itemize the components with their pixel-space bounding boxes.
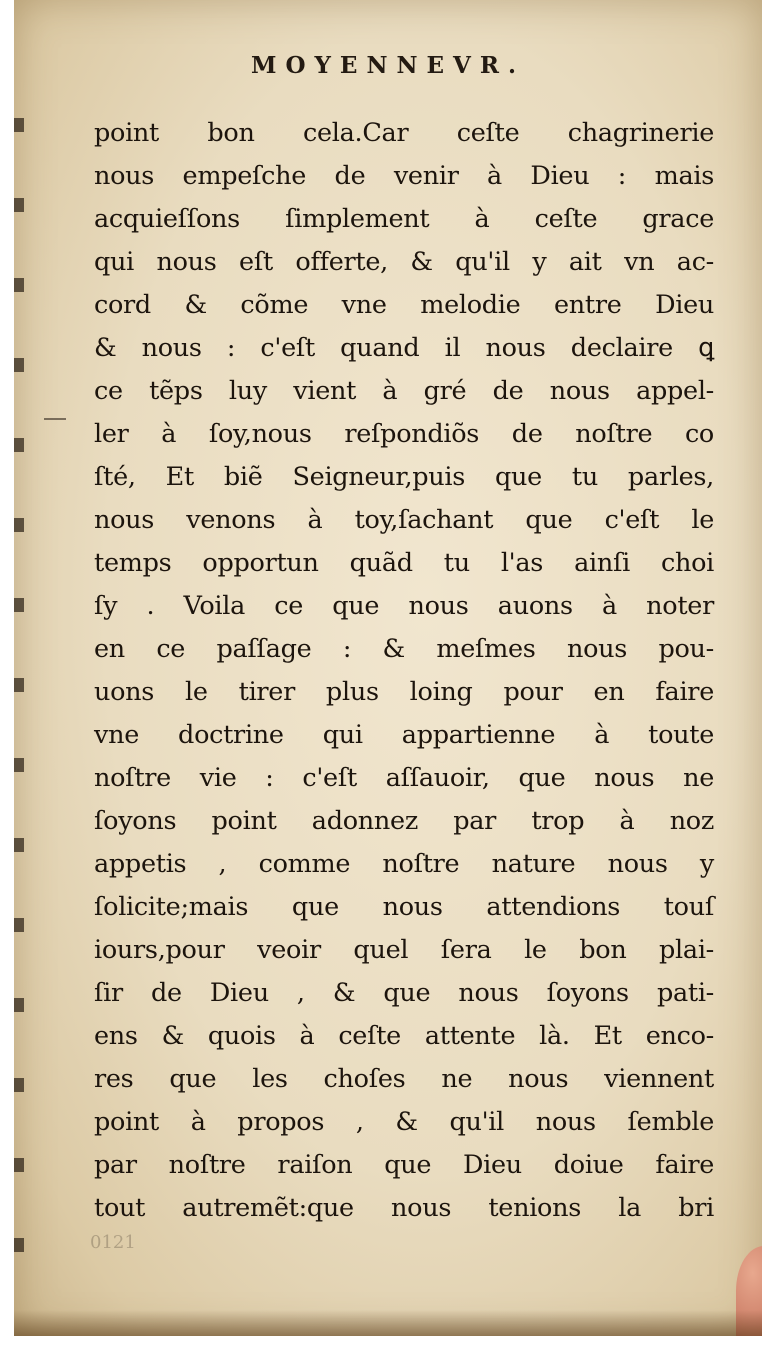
text-line: iours,pour veoir quel ſera le bon plai- xyxy=(94,935,714,965)
text-line: ſolicite;mais que nous attendions touſ xyxy=(94,892,714,922)
text-line: ſté, Et biẽ Seigneur,puis que tu parles, xyxy=(94,462,714,492)
folio-number: 0121 xyxy=(90,1232,136,1253)
text-line: point bon cela.Car ceſte chagrinerie xyxy=(94,118,714,148)
text-line: cord & cõme vne melodie entre Dieu xyxy=(94,290,714,320)
text-line: appetis , comme noſtre nature nous y xyxy=(94,849,714,879)
margin-mark xyxy=(44,418,66,420)
text-line: ler à ſoy,nous reſpondiõs de noſtre co xyxy=(94,419,714,449)
text-line: noſtre vie : c'eſt aſſauoir, que nous ne xyxy=(94,763,714,793)
text-line: & nous : c'eſt quand il nous declaire ꝗ xyxy=(94,333,714,363)
text-line: ſoyons point adonnez par trop à noz xyxy=(94,806,714,836)
book-page xyxy=(14,0,762,1336)
text-line: ens & quois à ceſte attente là. Et enco- xyxy=(94,1021,714,1051)
text-line: ſy . Voila ce que nous auons à noter xyxy=(94,591,714,621)
text-line: res que les choſes ne nous viennent xyxy=(94,1064,714,1094)
text-line: uons le tirer plus loing pour en faire xyxy=(94,677,714,707)
running-head: MOYENNEVR. xyxy=(251,52,525,79)
text-line: acquieſſons ſimplement à ceſte grace xyxy=(94,204,714,234)
text-line: nous empeſche de venir à Dieu : mais xyxy=(94,161,714,191)
text-line: qui nous eſt offerte, & qu'il y ait vn ac- xyxy=(94,247,714,277)
text-line: temps opportun quãd tu l'as ainſi choi xyxy=(94,548,714,578)
text-line: point à propos , & qu'il nous ſemble xyxy=(94,1107,714,1137)
text-line: en ce paſſage : & meſmes nous pou- xyxy=(94,634,714,664)
text-line: tout autremẽt:que nous tenions la bri xyxy=(94,1193,714,1223)
body-text xyxy=(94,112,714,1230)
text-line: par noſtre raiſon que Dieu doiue faire xyxy=(94,1150,714,1180)
text-line: ſir de Dieu , & que nous ſoyons pati- xyxy=(94,978,714,1008)
binding-edge xyxy=(14,80,24,1260)
text-line: ce tẽps luy vient à gré de nous appel- xyxy=(94,376,714,406)
text-line: vne doctrine qui appartienne à toute xyxy=(94,720,714,750)
text-line: nous venons à toy,ſachant que c'eſt le xyxy=(94,505,714,535)
thumb-at-corner xyxy=(736,1246,762,1336)
